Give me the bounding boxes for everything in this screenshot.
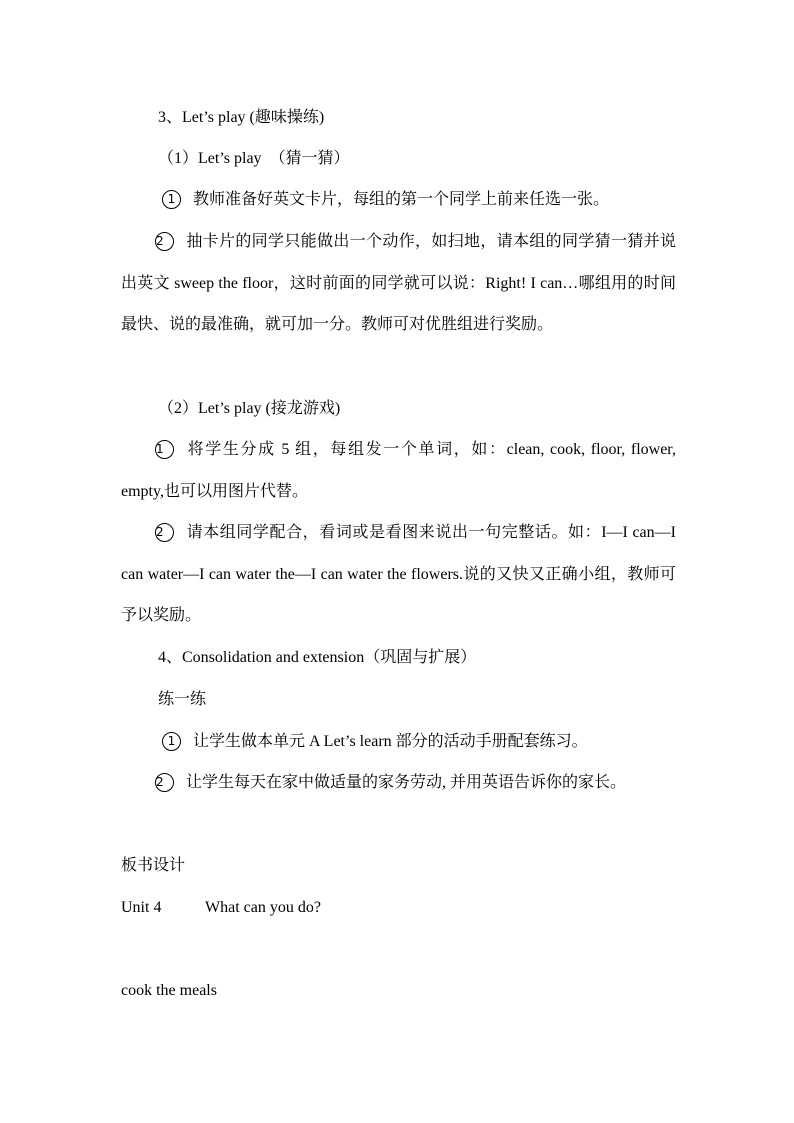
circled-number-marker: 1 bbox=[162, 732, 181, 751]
circled-number-marker: 1 bbox=[162, 190, 181, 209]
circled-number-marker: 2 bbox=[155, 773, 174, 792]
board-question: What can you do? bbox=[205, 899, 321, 916]
circled-number-marker: 1 bbox=[155, 440, 174, 459]
section4-step2-text: 让学生每天在家中做适量的家务劳动, 并用英语告诉你的家长。 bbox=[186, 774, 627, 791]
section4-heading: 4、Consolidation and extension（巩固与扩展） bbox=[158, 649, 477, 666]
game1-step2 bbox=[121, 221, 676, 346]
board-unit: Unit 4 bbox=[121, 899, 162, 916]
board-phrase: cook the meals bbox=[121, 982, 217, 999]
game2-step2-text: 请本组同学配合，看词或是看图来说出一句完整话。如：I—I can—I can water—I can water the—I can water the flowers.说的又快又正确小组，教师可予以奖励。 bbox=[121, 524, 676, 624]
game2-step1 bbox=[121, 429, 676, 512]
game2-step2 bbox=[121, 512, 676, 637]
game1-title: （1）Let’s play （猜一猜） bbox=[158, 150, 350, 167]
section3-heading: 3、Let’s play (趣味操练) bbox=[158, 109, 325, 126]
section4-step1-text: 让学生做本单元 A Let’s learn 部分的活动手册配套练习。 bbox=[193, 733, 588, 750]
game1-step2-text: 抽卡片的同学只能做出一个动作，如扫地，请本组的同学猜一猜并说出英文 sweep the floor，这时前面的同学就可以说：Right! I can…哪组用的时间最快、说的最准确，就可加一分。教师可对优胜组进行奖励。 bbox=[121, 233, 676, 333]
board-heading: 板书设计 bbox=[121, 857, 186, 874]
section4-step2 bbox=[121, 762, 676, 804]
circled-number-marker: 2 bbox=[155, 232, 174, 251]
section4-step1 bbox=[162, 732, 588, 752]
section4-subheading: 练一练 bbox=[158, 691, 207, 708]
game2-step1-text: 将学生分成 5 组，每组发一个单词，如：clean, cook, floor, flower, empty,也可以用图片代替。 bbox=[121, 441, 676, 500]
game1-step1 bbox=[162, 190, 609, 210]
game1-step1-text: 教师准备好英文卡片，每组的第一个同学上前来任选一张。 bbox=[193, 191, 610, 208]
game2-title: （2）Let’s play (接龙游戏) bbox=[158, 400, 341, 417]
circled-number-marker: 2 bbox=[155, 523, 174, 542]
